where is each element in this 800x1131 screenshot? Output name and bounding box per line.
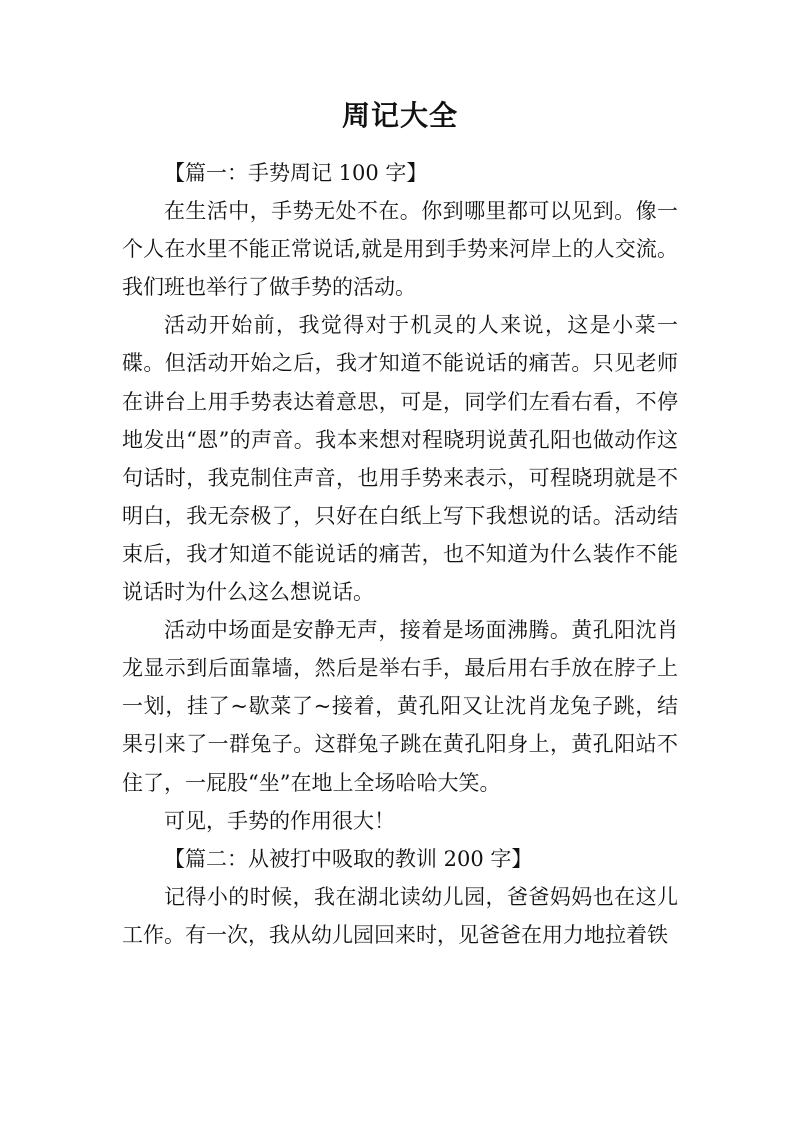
section-heading-2: 【篇二：从被打中吸取的教训 200 字】	[164, 846, 533, 871]
paragraph-1-3: 活动中场面是安静无声，接着是场面沸腾。黄孔阳沈肖龙显示到后面靠墙，然后是举右手，最后用右手放在脖子上一划，挂了~歇菜了~接着，黄孔阳又让沈肖龙兔子跳，结果引来了一群兔子。这群兔子跳在黄孔阳身上，黄孔阳站不住了，一屁股“坐”在地上全场哈哈大笑。	[122, 618, 678, 795]
document-body	[122, 154, 678, 954]
paragraph-1-2: 活动开始前，我觉得对于机灵的人来说，这是小菜一碟。但活动开始之后，我才知道不能说话的痛苦。只见老师在讲台上用手势表达着意思，可是，同学们左看右看，不停地发出“恩”的声音。我本来想对程晓玥说黄孔阳也做动作这句话时，我克制住声音，也用手势来表示，可程晓玥就是不明白，我无奈极了，只好在白纸上写下我想说的话。活动结束后，我才知道不能说话的痛苦，也不知道为什么装作不能说话时为什么这么想说话。	[122, 313, 678, 605]
document-title: 周记大全	[341, 99, 458, 132]
paragraph-1-1: 在生活中，手势无处不在。你到哪里都可以见到。像一个人在水里不能正常说话,就是用到手势来河岸上的人交流。我们班也举行了做手势的活动。	[122, 199, 678, 300]
paragraph-2-1: 记得小的时候，我在湖北读幼儿园，爸爸妈妈也在这儿工作。有一次，我从幼儿园回来时，见爸爸在用力地拉着铁	[122, 884, 678, 947]
paragraph-1-4: 可见，手势的作用很大！	[164, 808, 395, 833]
section-heading-1: 【篇一：手势周记 100 字】	[164, 161, 428, 185]
